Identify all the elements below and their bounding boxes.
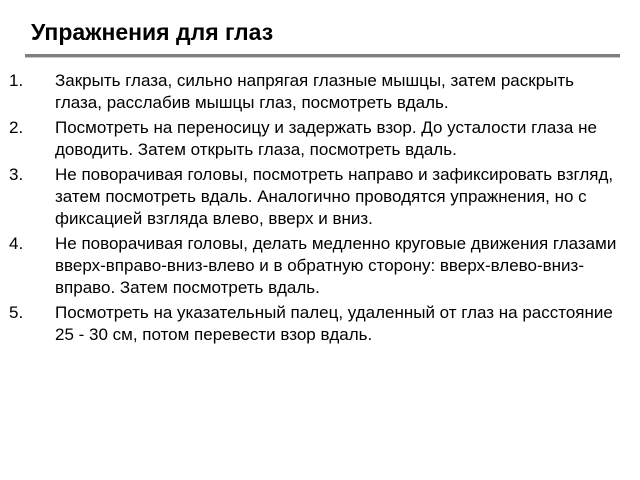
- exercise-list: [0, 70, 640, 349]
- item-text: Посмотреть на указательный палец, удаленный от глаз на расстояние 25 - 30 см, потом перевести взор вдаль.: [55, 303, 613, 344]
- title-divider: [25, 54, 620, 57]
- item-number: 1.: [9, 71, 24, 90]
- item-text: Посмотреть на переносицу и задержать взор. До усталости глаза не доводить. Затем открыть глаза, посмотреть вдаль.: [55, 118, 597, 159]
- item-text: Не поворачивая головы, посмотреть направо и зафиксировать взгляд, затем посмотреть вдаль. Аналогично проводятся упражнения, но с фиксацией взгляда влево, вверх и вниз.: [55, 165, 614, 228]
- item-text: Закрыть глаза, сильно напрягая глазные мышцы, затем раскрыть глаза, расслабив мышцы глаз, посмотреть вдаль.: [55, 71, 575, 112]
- list-item: [0, 70, 640, 114]
- item-number: 2.: [9, 118, 24, 137]
- item-number: 5.: [9, 303, 24, 322]
- list-item: [0, 302, 640, 346]
- list-item: [0, 233, 640, 299]
- item-text: Не поворачивая головы, делать медленно круговые движения глазами вверх-вправо-вниз-влево и в обратную сторону: вверх-влево-вниз-вправо. Затем посмотреть вдаль.: [55, 234, 617, 297]
- slide-title: Упражнения для глаз: [31, 19, 274, 45]
- item-number: 3.: [9, 165, 24, 184]
- item-number: 4.: [9, 234, 24, 253]
- list-item: [0, 117, 640, 161]
- list-item: [0, 164, 640, 230]
